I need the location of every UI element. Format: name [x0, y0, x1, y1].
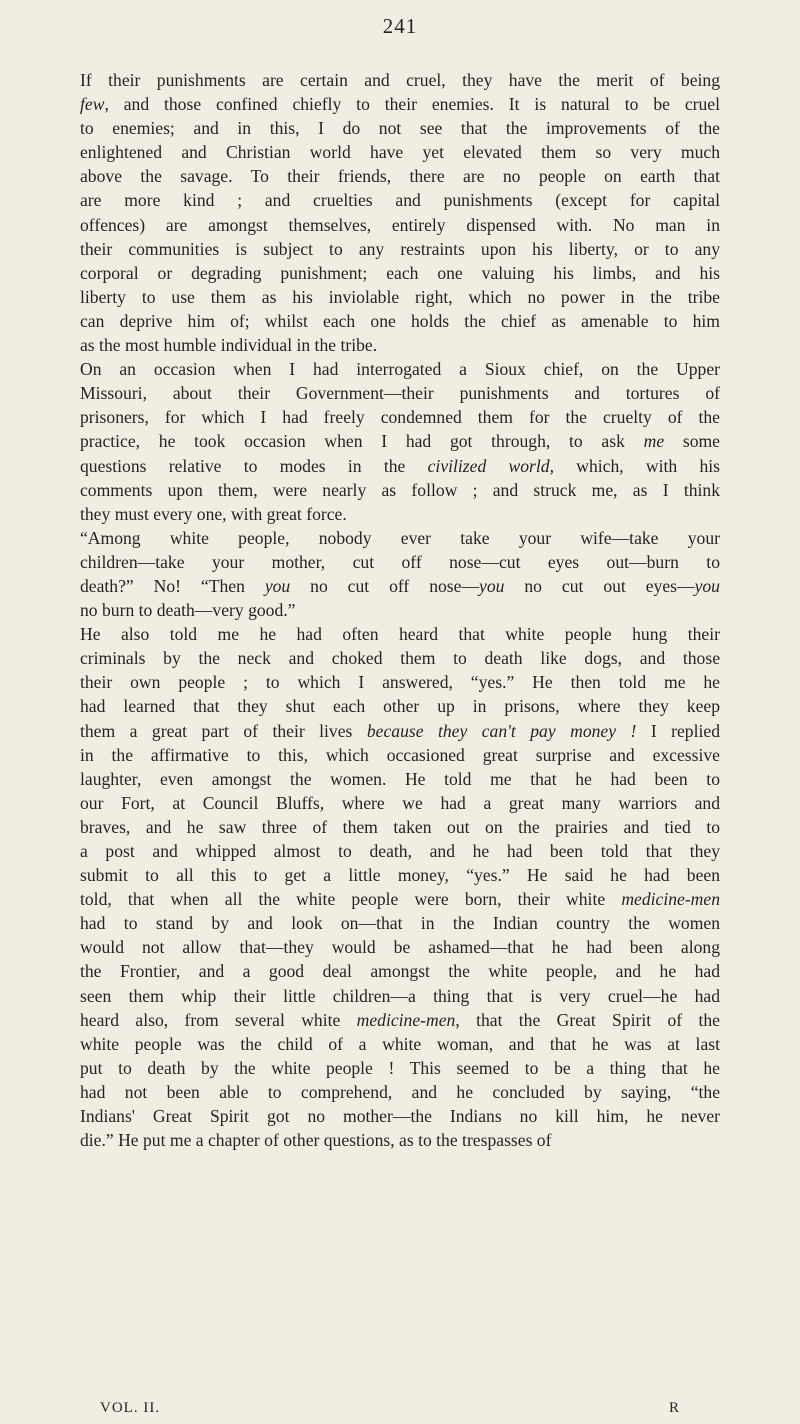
text-line: they must every one, with great force.	[80, 503, 347, 524]
italic-text: few	[80, 94, 105, 115]
text-line: our Fort, at Council Bluffs, where we had a great many warriors and	[80, 792, 720, 813]
italic-text: you	[694, 575, 720, 596]
text-line: heard also, from several white medicine-men, that the Great Spirit of the	[80, 1009, 720, 1030]
text-line: can deprive him of; whilst each one holds the chief as amenable to him	[80, 310, 720, 331]
paragraph	[80, 622, 720, 1152]
paragraph	[80, 357, 720, 526]
text-line: Missouri, about their Government—their punishments and tortures of	[80, 383, 720, 404]
text-line: above the savage. To their friends, there are no people on earth that	[80, 166, 720, 187]
text-line: as the most humble individual in the tribe.	[80, 335, 378, 356]
text-line: would not allow that—they would be ashamed—that he had been along	[80, 937, 720, 958]
italic-text: you	[479, 575, 505, 596]
text-line: laughter, even amongst the women. He told me that he had been to	[80, 768, 720, 789]
text-line: questions relative to modes in the civilized world, which, with his	[80, 455, 720, 476]
text-line: white people was the child of a white woman, and that he was at last	[80, 1033, 720, 1054]
text-line: the Frontier, and a good deal amongst the white people, and he had	[80, 961, 720, 982]
text-line: seen them whip their little children—a thing that is very cruel—he had	[80, 985, 720, 1006]
italic-text: because they can't pay money !	[366, 720, 637, 741]
text-line: a post and whipped almost to death, and he had been told that they	[80, 841, 720, 861]
text-line: enlightened and Christian world have yet elevated them so very much	[80, 142, 720, 163]
text-line: few, and those confined chiefly to their enemies. It is natural to be cruel	[80, 94, 720, 115]
text-line: told, that when all the white people were born, their white medicine-men	[80, 889, 720, 910]
italic-text: you	[264, 575, 291, 596]
body-text	[80, 68, 720, 1152]
text-line: die.” He put me a chapter of other questions, as to the trespasses of	[80, 1130, 552, 1151]
italic-text: medicine-men	[356, 1009, 456, 1030]
text-line: them a great part of their lives because they can't pay money ! I replied	[80, 720, 720, 741]
italic-text: me	[643, 431, 665, 452]
text-line: braves, and he saw three of them taken out on the prairies and tied to	[80, 816, 720, 837]
text-line: submit to all this to get a little money, “yes.” He said he had been	[80, 865, 720, 886]
text-line: prisoners, for which I had freely condemned them for the cruelty of the	[80, 407, 720, 428]
text-line: He also told me he had often heard that white people hung their	[80, 624, 720, 645]
text-line: criminals by the neck and choked them to death like dogs, and those	[80, 648, 720, 669]
text-line: corporal or degrading punishment; each one valuing his limbs, and his	[80, 262, 720, 283]
paragraph	[80, 68, 720, 357]
text-line: “Among white people, nobody ever take your wife—take your	[80, 527, 720, 548]
text-line: their own people ; to which I answered, “yes.” He then told me he	[80, 672, 720, 693]
text-line: put to death by the white people ! This seemed to be a thing that he	[80, 1057, 720, 1078]
text-line: death?” No! “Then you no cut off nose—you no cut out eyes—you	[80, 575, 720, 596]
page-number: 241	[382, 14, 418, 38]
text-line: On an occasion when I had interrogated a Sioux chief, on the Upper	[80, 359, 720, 380]
italic-text: civilized world	[427, 455, 550, 476]
text-line: had learned that they shut each other up in prisons, where they keep	[80, 696, 720, 717]
text-line: Indians' Great Spirit got no mother—the Indians no kill him, he never	[80, 1106, 720, 1127]
text-line: liberty to use them as his inviolable right, which no power in the tribe	[80, 286, 720, 307]
text-line: had to stand by and look on—that in the Indian country the women	[80, 913, 720, 934]
paragraph	[80, 526, 720, 622]
text-line: comments upon them, were nearly as follow ; and struck me, as I think	[80, 479, 720, 500]
text-line: to enemies; and in this, I do not see that the improvements of the	[80, 118, 720, 139]
text-line: children—take your mother, cut off nose—cut eyes out—burn to	[80, 551, 720, 572]
text-line: had not been able to comprehend, and he concluded by saying, “the	[80, 1081, 720, 1102]
page-footer	[100, 1400, 680, 1417]
text-line: practice, he took occasion when I had got through, to ask me some	[80, 431, 720, 452]
text-line: in the affirmative to this, which occasioned great surprise and excessive	[80, 744, 720, 765]
text-line: If their punishments are certain and cruel, they have the merit of being	[80, 70, 720, 90]
signature-mark: R	[668, 1400, 680, 1416]
italic-text: medicine-men	[621, 889, 720, 910]
text-line: no burn to death—very good.”	[80, 600, 296, 621]
text-line: their communities is subject to any restraints upon his liberty, or to any	[80, 238, 720, 259]
text-line: offences) are amongst themselves, entirely dispensed with. No man in	[80, 214, 720, 235]
text-line: are more kind ; and cruelties and punishments (except for capital	[80, 190, 720, 211]
volume-label: VOL. II.	[100, 1400, 161, 1416]
